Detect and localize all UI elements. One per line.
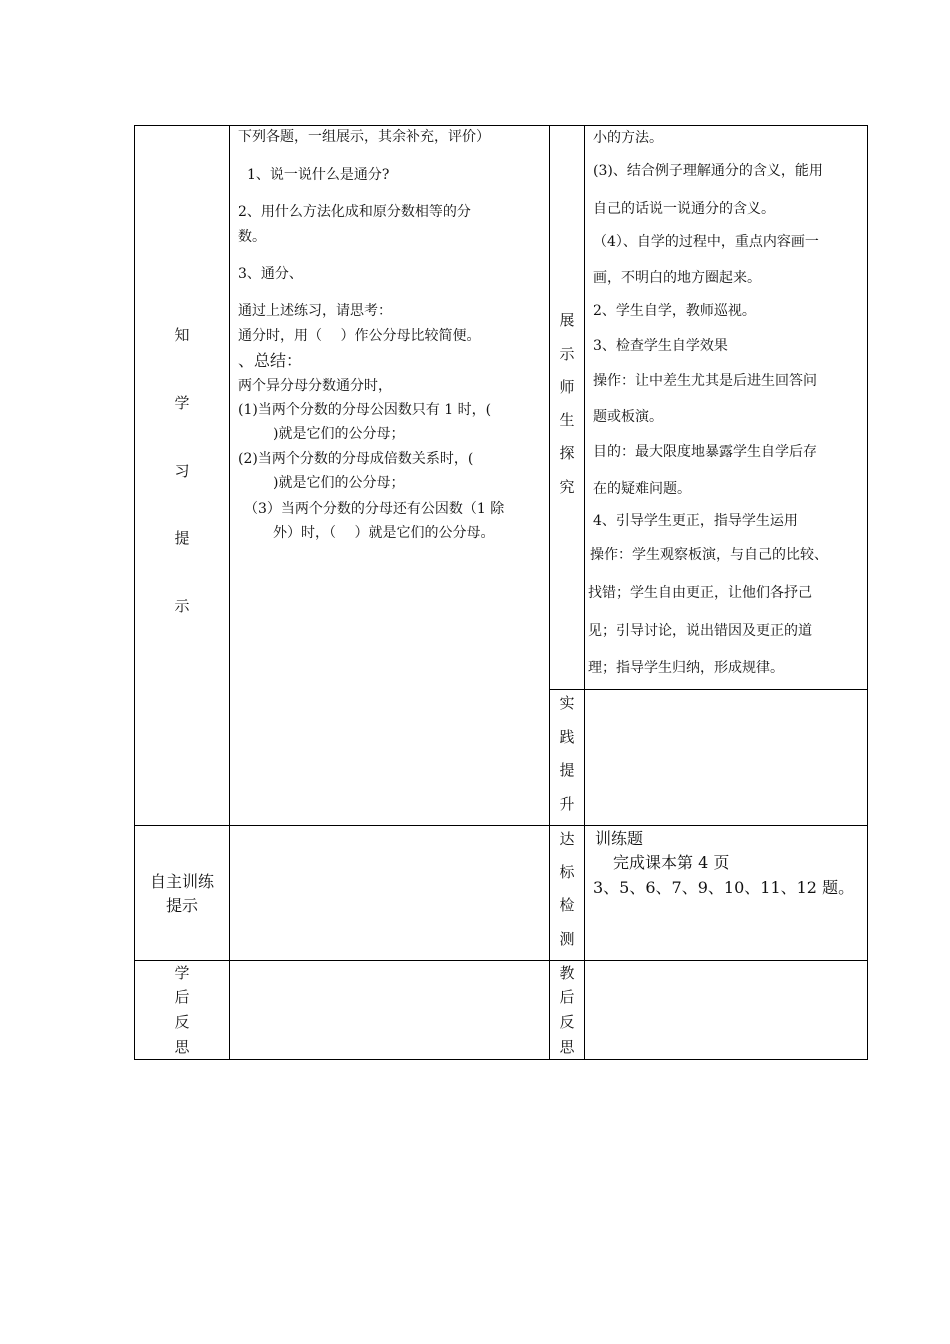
right-line-10: 目的：最大限度地暴露学生自学后存 — [593, 444, 817, 460]
label-sheng: 生 — [559, 411, 575, 429]
right-line-6: 2、学生自学，教师巡视。 — [593, 303, 756, 319]
left-line-8: 、总结： — [238, 351, 303, 370]
row-divider-1 — [134, 825, 868, 826]
right-line-9: 题或板演。 — [593, 409, 663, 425]
label-dabiao-2: 标 — [559, 863, 575, 881]
right-line-2: (3)、结合例子理解通分的含义，能用 — [593, 163, 823, 179]
right-line-8: 操作：让中差生尤其是后进生回答问 — [593, 373, 817, 389]
right-line-12: 4、引导学生更正，指导学生运用 — [593, 513, 798, 529]
label-ti: 提 — [174, 529, 190, 547]
left-line-3: 2、用什么方法化成和原分数相等的分 — [238, 204, 471, 220]
label-xuehou-2: 后 — [174, 988, 190, 1006]
label-xi: 习 — [174, 462, 190, 480]
label-dabiao-3: 检 — [559, 896, 575, 914]
label-jiu: 究 — [559, 478, 575, 496]
left-line-11: )就是它们的公分母； — [273, 426, 405, 442]
label-jiaohou-3: 反 — [559, 1013, 575, 1031]
training-title: 训练题 — [595, 829, 644, 848]
left-line-1: 下列各题，一组展示，其余补充，评价） — [238, 129, 490, 145]
col-divider-2 — [549, 125, 550, 1060]
left-line-4: 数。 — [238, 229, 266, 245]
left-line-6: 通过上述练习，请思考： — [238, 303, 392, 319]
right-subrow-divider — [549, 689, 868, 690]
left-line-9: 两个异分母分数通分时， — [238, 378, 392, 394]
label-jiaohou-2: 后 — [559, 988, 575, 1006]
right-line-16: 理；指导学生归纳，形成规律。 — [588, 660, 784, 676]
label-shijian-1: 实 — [559, 694, 575, 712]
label-zizhu-1: 自主训练 — [149, 872, 214, 891]
label-shi-2: 示 — [559, 345, 575, 363]
label-zhan: 展 — [559, 311, 575, 329]
left-line-15: 外）时，（ ）就是它们的公分母。 — [273, 525, 495, 541]
label-jiaohou-1: 教 — [559, 964, 575, 982]
training-line-1: 完成课本第 4 页 — [613, 853, 730, 872]
table-left-border — [134, 125, 135, 1060]
right-line-11: 在的疑难问题。 — [593, 481, 691, 497]
col-divider-1 — [229, 125, 230, 1060]
label-dabiao-4: 测 — [559, 930, 575, 948]
right-line-14: 找错；学生自由更正，让他们各抒己 — [588, 585, 812, 601]
label-shi: 示 — [174, 597, 190, 615]
row-divider-2 — [134, 960, 868, 961]
label-shi-3: 师 — [559, 378, 575, 396]
label-jiaohou-4: 思 — [559, 1038, 575, 1056]
label-shijian-2: 践 — [559, 728, 575, 746]
table-top-border — [134, 125, 868, 126]
training-line-2: 3、5、6、7、9、10、11、12 题。 — [593, 878, 855, 897]
label-shijian-4: 升 — [559, 795, 575, 813]
label-xuehou-3: 反 — [174, 1013, 190, 1031]
left-line-2: 1、说一说什么是通分? — [247, 167, 390, 183]
right-line-1: 小的方法。 — [593, 130, 663, 146]
label-tan: 探 — [559, 444, 575, 462]
left-line-12: (2)当两个分数的分母成倍数关系时，( — [238, 451, 474, 467]
left-line-7: 通分时，用（ ）作公分母比较简便。 — [238, 328, 481, 344]
right-line-5: 画，不明白的地方圈起来。 — [593, 270, 761, 286]
table-right-border — [867, 125, 868, 1060]
col-divider-3 — [584, 125, 585, 1060]
left-line-10: (1)当两个分数的分母公因数只有 1 时，( — [238, 402, 492, 418]
left-line-5: 3、通分、 — [238, 266, 303, 282]
right-line-4: （4）、自学的过程中，重点内容画一 — [593, 234, 819, 250]
label-xuehou-1: 学 — [174, 964, 190, 982]
right-line-3: 自己的话说一说通分的含义。 — [593, 201, 775, 217]
right-line-15: 见；引导讨论，说出错因及更正的道 — [588, 623, 812, 639]
right-line-7: 3、检查学生自学效果 — [593, 338, 728, 354]
label-shijian-3: 提 — [559, 761, 575, 779]
label-xue: 学 — [174, 394, 190, 412]
left-line-14: （3）当两个分数的分母还有公因数（1 除 — [244, 501, 505, 517]
label-zizhu-2: 提示 — [165, 896, 198, 915]
right-line-13: 操作：学生观察板演，与自己的比较、 — [590, 547, 828, 563]
label-zhi: 知 — [174, 326, 190, 344]
label-xuehou-4: 思 — [174, 1038, 190, 1056]
label-dabiao-1: 达 — [559, 830, 575, 848]
table-bottom-border — [134, 1059, 868, 1060]
left-line-13: )就是它们的公分母； — [273, 475, 405, 491]
